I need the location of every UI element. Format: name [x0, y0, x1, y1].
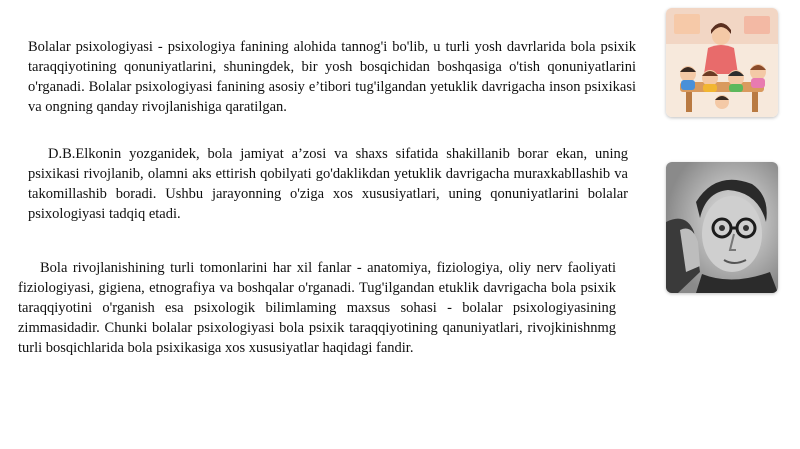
classroom-illustration [666, 8, 778, 117]
elkonin-portrait-photo [666, 162, 778, 293]
paragraph-elkonin: D.B.Elkonin yozganidek, bola jamiyat a’zosi va shaxs sifatida shakillanib borar ekan, uning psixikasi rivojlanib, olamni aks ettirish qobilyati go'daklikdan yetuklik davrigacha muraxkabllashib va takomillashib boradi. Ushbu jarayonning o'ziga xos xususiyatlari, uning qonuniyatlarini bolalar psixologiyasi tadqiq etadi. [28, 146, 628, 222]
paragraph-related-sciences: Bola rivojlanishining turli tomonlarini har xil fanlar - anatomiya, fiziologiya, oliy nerv faoliyati fiziologiyasi, gigiena, etnografiya va boshqalar o'rganadi. Tug'ilgandan etuklik davrigacha bola psixik taraqqiyotini o'rganish esa psixologik bilimlaming maxsus sohasi - bolalar psixologiyasining zimmasidadir. Chunki bolalar psixologiyasi bola psixik taraqqiyotining qanuniyatlari, rivojkinishnmg turli bosqichlarida bola psixikasiga xos xususiyatlar haqidagi fandir. [18, 260, 616, 356]
paragraph-definition: Bolalar psixologiyasi - psixologiya fanining alohida tannog'i bo'lib, u turli yosh davrlarida bola psixik taraqqiyotining qonuniyatlarini, shuningdek, bir yosh bosqichidan boshqasiga o'tish qonuniyatlarini o'rganadi. Bolalar psixologiyasi fanining asosiy e’tibori tug'ilgandan yetuklik davrigacha inson psixikasi va ongning qanday rivojlanishiga qaratilgan. [28, 39, 636, 115]
